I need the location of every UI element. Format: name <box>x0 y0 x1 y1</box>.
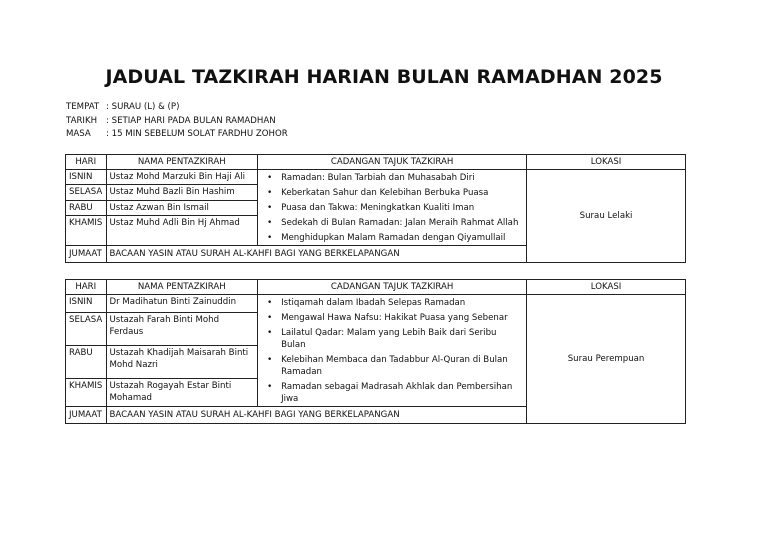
header-hari: HARI <box>66 280 107 295</box>
topics-cell <box>258 295 527 407</box>
header-tajuk: CADANGAN TAJUK TAZKIRAH <box>258 155 527 170</box>
schedule-table-male <box>65 154 686 263</box>
jumaat-cell: BACAAN YASIN ATAU SURAH AL-KAHFI BAGI YANG BERKELAPANGAN <box>106 407 527 424</box>
day-cell: SELASA <box>66 185 107 200</box>
speaker-cell: Ustaz Mohd Marzuki Bin Haji Ali <box>106 170 258 185</box>
jumaat-cell: BACAAN YASIN ATAU SURAH AL-KAHFI BAGI YANG BERKELAPANGAN <box>106 246 527 263</box>
page-title: JADUAL TAZKIRAH HARIAN BULAN RAMADHAN 2025 <box>105 66 663 88</box>
speaker-cell: Ustaz Muhd Bazli Bin Hashim <box>106 185 258 200</box>
info-row-tarikh <box>66 115 288 129</box>
list-item: • Sedekah di Bulan Ramadan: Jalan Meraih Rahmat Allah <box>261 217 523 229</box>
list-item: • Istiqamah dalam Ibadah Selepas Ramadan <box>261 297 523 309</box>
list-item: • Mengawal Hawa Nafsu: Hakikat Puasa yang Sebenar <box>261 312 523 324</box>
day-cell: SELASA <box>66 313 107 346</box>
list-item: • Kelebihan Membaca dan Tadabbur Al-Quran di Bulan Ramadan <box>261 354 523 378</box>
schedule-table-female <box>65 279 686 424</box>
topic-list <box>261 172 523 244</box>
topics-cell <box>258 170 527 246</box>
info-row-tempat <box>66 101 288 115</box>
table-header-row <box>66 280 686 295</box>
list-item: • Ramadan: Bulan Tarbiah dan Muhasabah Diri <box>261 172 523 184</box>
speaker-cell: Ustazah Khadijah Maisarah Binti Mohd Nazri <box>106 346 258 379</box>
list-item: • Lailatul Qadar: Malam yang Lebih Baik dari Seribu Bulan <box>261 327 523 351</box>
day-cell: KHAMIS <box>66 216 107 246</box>
info-row-masa <box>66 128 288 142</box>
location-cell: Surau Lelaki <box>527 170 686 263</box>
info-label: TEMPAT <box>66 102 100 112</box>
list-item: • Keberkatan Sahur dan Kelebihan Berbuka Puasa <box>261 187 523 199</box>
header-lokasi: LOKASI <box>527 155 686 170</box>
header-lokasi: LOKASI <box>527 280 686 295</box>
list-item: • Ramadan sebagai Madrasah Akhlak dan Pembersihan Jiwa <box>261 381 523 405</box>
day-cell: RABU <box>66 346 107 379</box>
table-header-row <box>66 155 686 170</box>
day-cell: ISNIN <box>66 170 107 185</box>
speaker-cell: Ustazah Farah Binti Mohd Ferdaus <box>106 313 258 346</box>
header-nama: NAMA PENTAZKIRAH <box>106 280 258 295</box>
info-value: : SETIAP HARI PADA BULAN RAMADHAN <box>106 115 276 126</box>
speaker-cell: Ustaz Azwan Bin Ismail <box>106 200 258 215</box>
header-nama: NAMA PENTAZKIRAH <box>106 155 258 170</box>
header-tajuk: CADANGAN TAJUK TAZKIRAH <box>258 280 527 295</box>
list-item: • Menghidupkan Malam Ramadan dengan Qiyamullail <box>261 232 523 244</box>
day-cell: KHAMIS <box>66 379 107 407</box>
info-label: MASA <box>66 129 91 139</box>
day-cell: JUMAAT <box>66 407 107 424</box>
speaker-cell: Dr Madihatun Binti Zainuddin <box>106 295 258 313</box>
table-row <box>66 170 686 185</box>
list-item: • Puasa dan Takwa: Meningkatkan Kualiti Iman <box>261 202 523 214</box>
day-cell: ISNIN <box>66 295 107 313</box>
info-value: : SURAU (L) & (P) <box>106 102 180 112</box>
info-label: TARIKH <box>66 115 98 126</box>
day-cell: JUMAAT <box>66 246 107 263</box>
table-row <box>66 295 686 313</box>
schedule-info <box>66 101 288 142</box>
header-hari: HARI <box>66 155 107 170</box>
info-value: : 15 MIN SEBELUM SOLAT FARDHU ZOHOR <box>106 129 288 139</box>
speaker-cell: Ustazah Rogayah Estar Binti Mohamad <box>106 379 258 407</box>
topic-list <box>261 297 523 405</box>
day-cell: RABU <box>66 200 107 215</box>
location-cell: Surau Perempuan <box>527 295 686 424</box>
speaker-cell: Ustaz Muhd Adli Bin Hj Ahmad <box>106 216 258 246</box>
